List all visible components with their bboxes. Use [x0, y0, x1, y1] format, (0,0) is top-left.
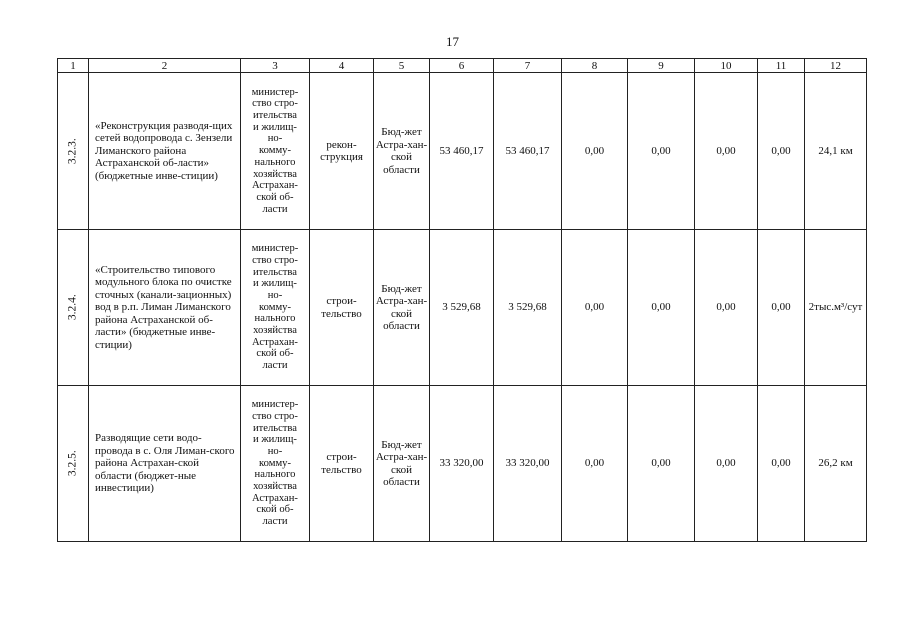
header-cell: 11 — [758, 59, 805, 73]
agency-line: Астрахан- — [252, 492, 298, 504]
value-col-7: 53 460,17 — [494, 73, 562, 230]
funding-source: Бюд-жет Астра-хан-ской области — [374, 230, 430, 386]
agency-line: Астрахан- — [252, 180, 298, 192]
header-row — [58, 59, 867, 73]
value-col-6: 33 320,00 — [430, 386, 494, 542]
funding-source: Бюд-жет Астра-хан-ской области — [374, 73, 430, 230]
agency-line: хозяйства — [253, 168, 297, 180]
item-number-cell — [58, 386, 89, 542]
value-col-10: 0,00 — [695, 386, 758, 542]
agency-line: министер- — [251, 243, 299, 255]
item-number: 3.2.3. — [66, 138, 79, 164]
value-col-11: 0,00 — [758, 386, 805, 542]
header-cell: 1 — [58, 59, 89, 73]
agency-line: ительства — [252, 110, 297, 122]
value-col-8: 0,00 — [562, 386, 628, 542]
item-number: 3.2.5. — [66, 450, 79, 477]
table-row — [58, 230, 867, 386]
value-col-11: 0,00 — [758, 230, 805, 386]
agency-line: комму- — [259, 145, 291, 157]
item-name: «Реконструкция разводя-щих сетей водопровода с. Зензели Лиманского района Астраханской об-ласти» (бюджетные инве-стиции) — [89, 73, 241, 230]
work-type: строи-тельство — [310, 386, 374, 542]
agency-line: ительства — [252, 266, 297, 278]
funding-source: Бюд-жет Астра-хан-ской области — [374, 386, 430, 542]
agency-line: нального — [254, 313, 296, 325]
item-number-cell — [58, 73, 89, 230]
value-col-9: 0,00 — [628, 386, 695, 542]
value-col-9: 0,00 — [628, 73, 695, 230]
page-number: 17 — [446, 34, 459, 49]
header-cell: 8 — [562, 59, 628, 73]
table-row — [58, 386, 867, 542]
header-cell: 10 — [695, 59, 758, 73]
capacity-value: 24,1 км — [805, 73, 867, 230]
header-cell: 7 — [494, 59, 562, 73]
agency-line: ство стро- — [252, 98, 298, 110]
agency-line: и жилищ- — [253, 278, 297, 290]
agency-line: но- — [267, 133, 283, 145]
value-col-10: 0,00 — [695, 230, 758, 386]
work-type: строи-тельство — [310, 230, 374, 386]
agency-line: министер- — [251, 399, 299, 411]
agency-cell — [241, 73, 310, 230]
agency-line: ласти — [262, 516, 288, 528]
header-cell: 6 — [430, 59, 494, 73]
header-cell: 4 — [310, 59, 374, 73]
agency-line: нального — [254, 469, 296, 481]
agency-line: и жилищ- — [253, 434, 297, 446]
item-number-cell — [58, 230, 89, 386]
value-col-8: 0,00 — [562, 230, 628, 386]
agency-line: министер- — [251, 86, 299, 98]
agency-line: нального — [254, 156, 296, 168]
agency-line: Астрахан- — [252, 336, 298, 348]
agency-cell — [241, 230, 310, 386]
agency-line: ской об- — [256, 504, 294, 516]
header-cell: 12 — [805, 59, 867, 73]
agency-line: ласти — [262, 203, 288, 215]
value-col-10: 0,00 — [695, 73, 758, 230]
agency-line: но- — [267, 445, 283, 457]
value-col-8: 0,00 — [562, 73, 628, 230]
agency-line: ительства — [252, 422, 297, 434]
agency-line: хозяйства — [253, 481, 297, 493]
agency-line: и жилищ- — [253, 121, 297, 133]
header-cell: 9 — [628, 59, 695, 73]
value-col-7: 3 529,68 — [494, 230, 562, 386]
work-type: рекон-струкция — [310, 73, 374, 230]
capacity-value: 26,2 км — [805, 386, 867, 542]
value-col-11: 0,00 — [758, 73, 805, 230]
item-name: «Строительство типового модульного блока по очистке сточных (канали-зационных) вод в р.п. Лиман Лиманского района Астраханской об-ласти» (бюджетные инве-стиции) — [89, 230, 241, 386]
item-name: Разводящие сети водо-провода в с. Оля Лиман-ского района Астрахан-ской области (бюджет-ные инвестиции) — [89, 386, 241, 542]
agency-line: хозяйства — [253, 325, 297, 337]
agency-line: ласти — [262, 360, 288, 372]
value-col-9: 0,00 — [628, 230, 695, 386]
agency-line: но- — [267, 289, 283, 301]
agency-line: комму- — [259, 301, 291, 313]
table-row — [58, 73, 867, 230]
item-number: 3.2.4. — [66, 294, 79, 321]
budget-table — [57, 58, 867, 542]
header-cell: 2 — [89, 59, 241, 73]
agency-line: комму- — [259, 457, 291, 469]
agency-line: ство стро- — [252, 410, 298, 422]
agency-line: ство стро- — [252, 254, 298, 266]
header-cell: 5 — [374, 59, 430, 73]
agency-line: ской об- — [256, 191, 294, 203]
agency-cell — [241, 386, 310, 542]
agency-line: ской об- — [256, 348, 294, 360]
value-col-6: 3 529,68 — [430, 230, 494, 386]
value-col-7: 33 320,00 — [494, 386, 562, 542]
value-col-6: 53 460,17 — [430, 73, 494, 230]
capacity-value: 2тыс.м³/сут — [805, 230, 867, 386]
header-cell: 3 — [241, 59, 310, 73]
